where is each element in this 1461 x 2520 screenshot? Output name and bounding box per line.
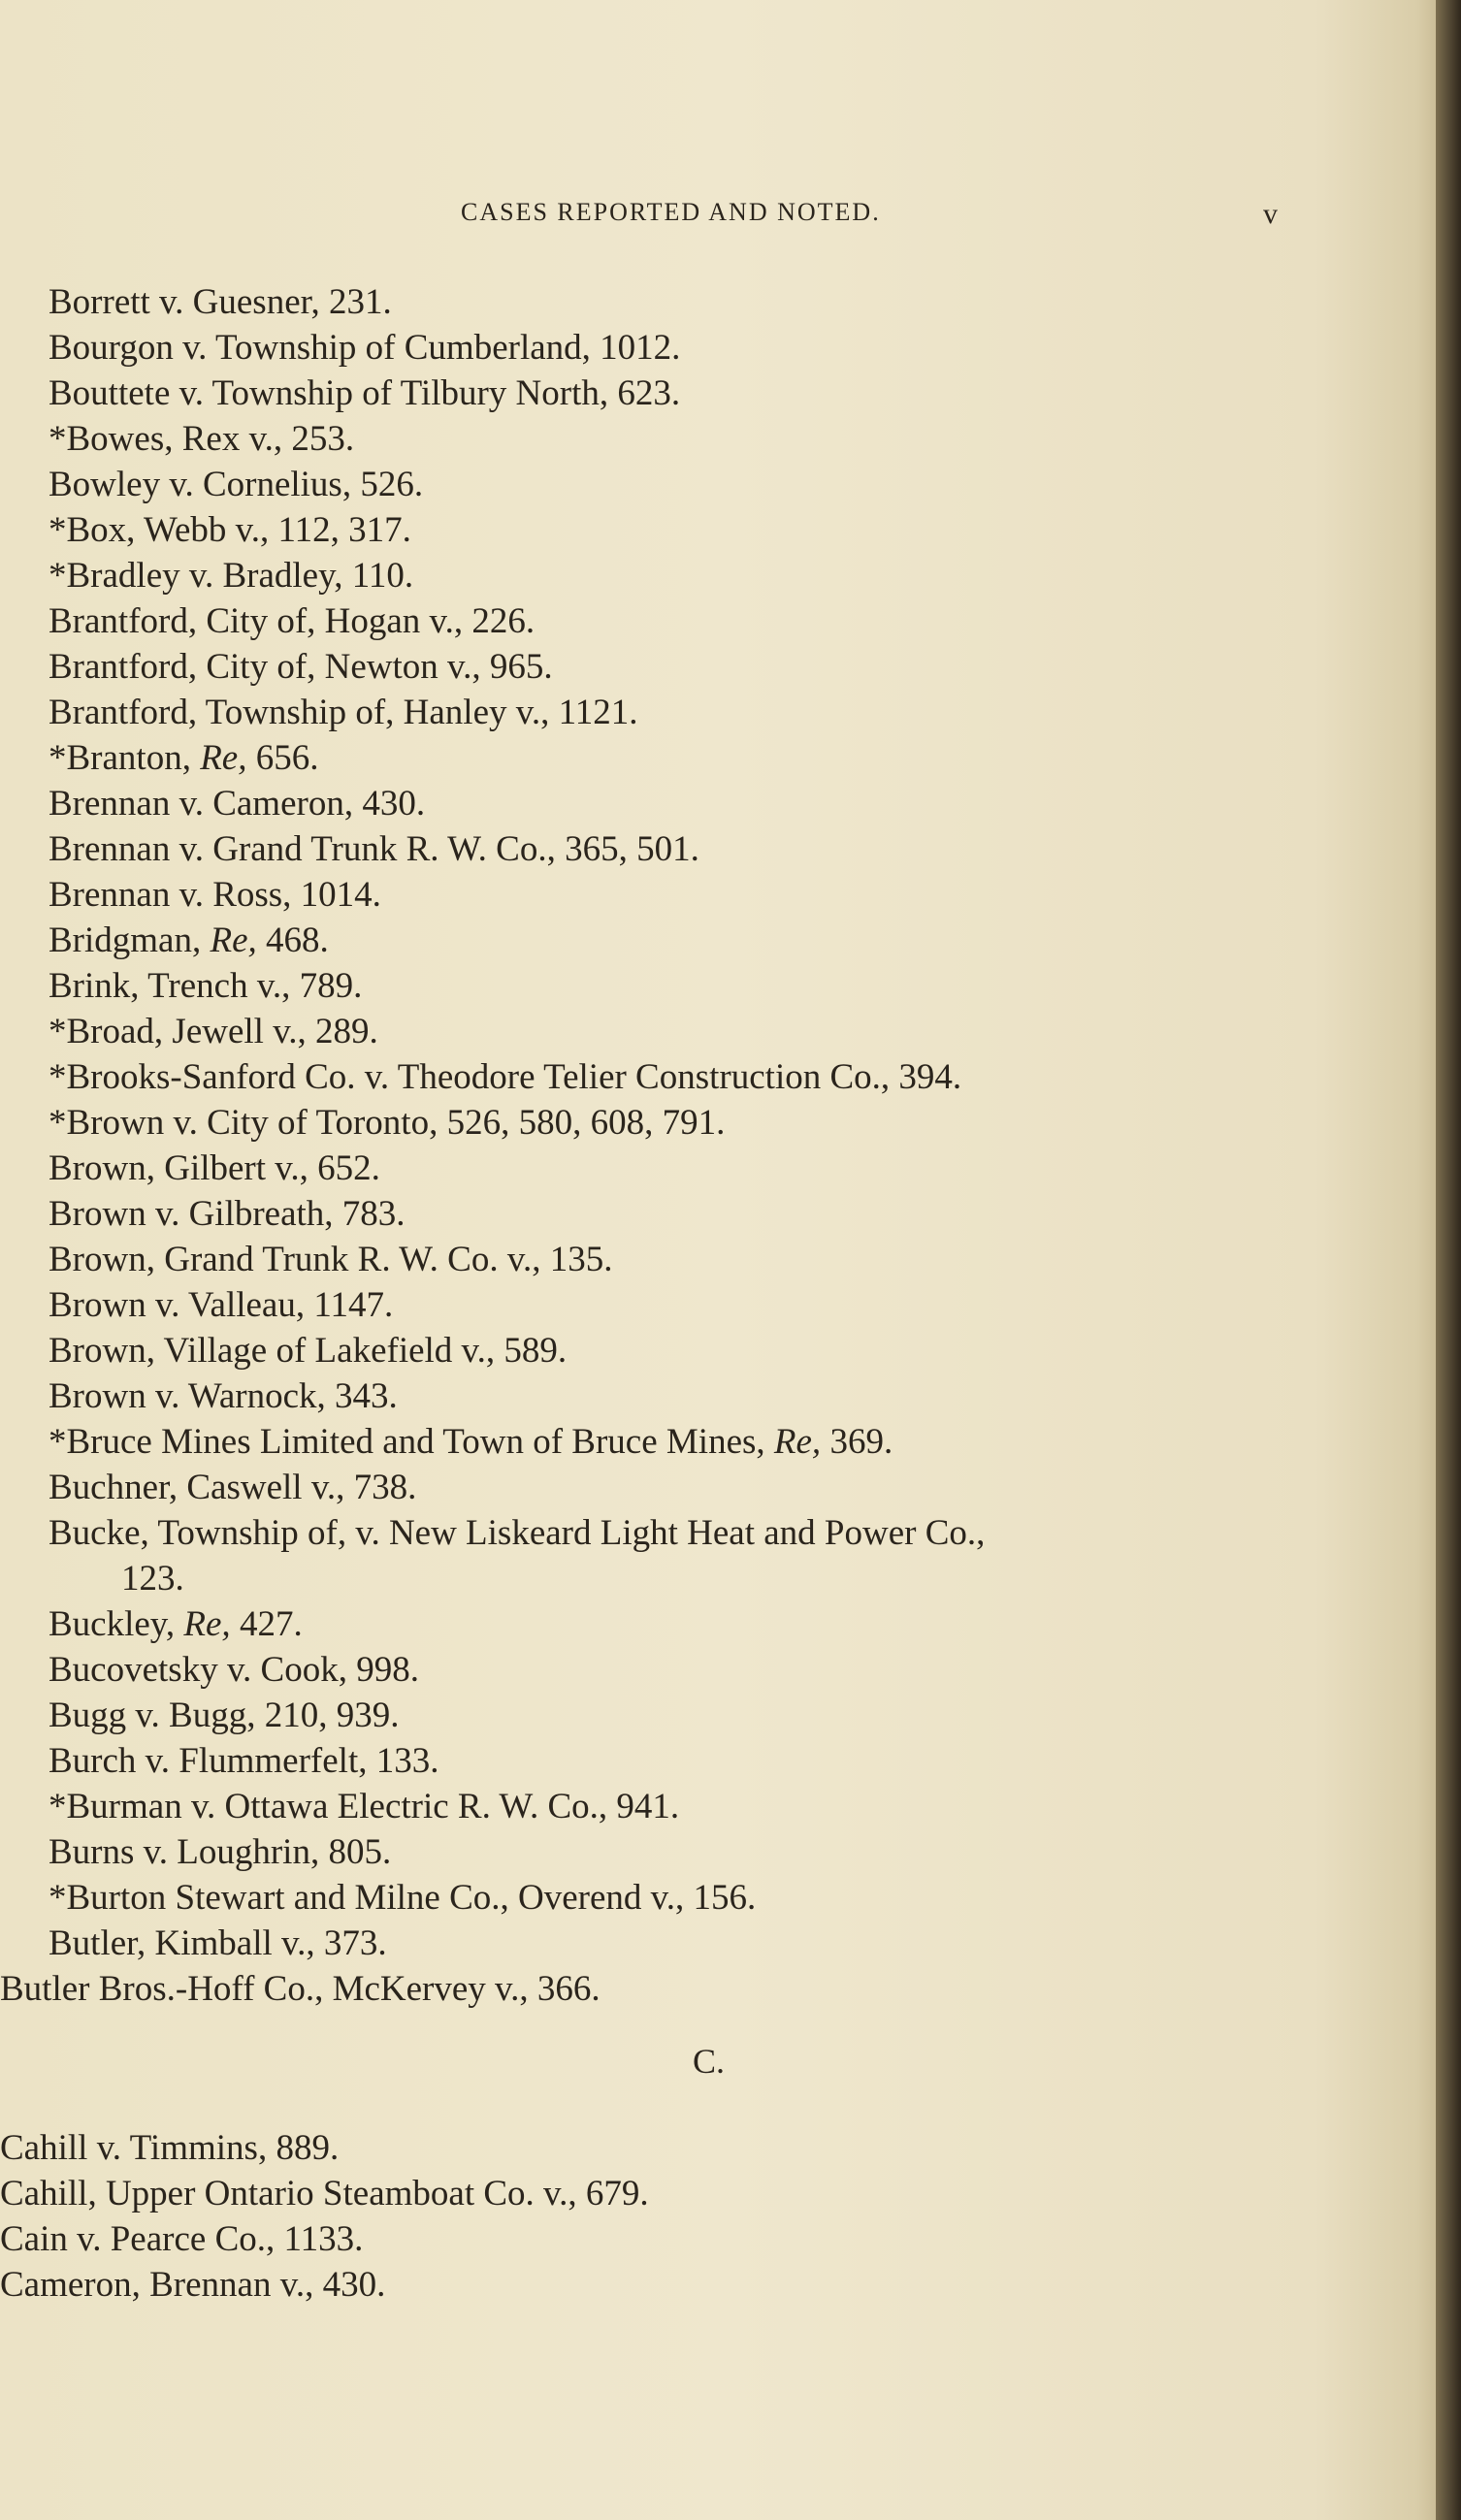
case-entry bbox=[0, 1465, 1358, 1510]
case-entry bbox=[0, 553, 1358, 598]
case-entry bbox=[0, 963, 1358, 1009]
case-entry bbox=[0, 1784, 1358, 1829]
case-entry-it: Re, bbox=[183, 1604, 231, 1644]
case-entry-pre: Brown, Gilbert v., 652. bbox=[49, 1148, 380, 1188]
case-entry bbox=[0, 1510, 1358, 1601]
case-entry bbox=[0, 1009, 1358, 1054]
case-entry-pre: *Brown v. City of Toronto, 526, 580, 608, 791. bbox=[49, 1103, 726, 1143]
case-entry bbox=[0, 918, 1358, 963]
case-entry-pre: Buckley, bbox=[49, 1604, 184, 1644]
case-entry-pre: Butler, Kimball v., 373. bbox=[49, 1923, 387, 1963]
case-list-b bbox=[0, 279, 1358, 2012]
running-title: CASES REPORTED AND NOTED. bbox=[461, 198, 881, 226]
case-entry-pre: Bourgon v. Township of Cumberland, 1012. bbox=[49, 328, 681, 368]
case-entry-pre: Brown, Village of Lakefield v., 589. bbox=[49, 1331, 568, 1371]
case-entry bbox=[0, 1146, 1358, 1191]
case-entry bbox=[0, 1373, 1358, 1419]
case-entry-pre: *Brooks-Sanford Co. v. Theodore Telier Construction Co., 394. bbox=[49, 1057, 962, 1097]
case-entry bbox=[0, 462, 1358, 507]
case-entry-pre: Cahill, Upper Ontario Steamboat Co. v., 679. bbox=[0, 2174, 649, 2213]
case-entry bbox=[0, 1966, 1358, 2012]
case-entry bbox=[0, 416, 1358, 462]
case-entry-post: 369. bbox=[821, 1422, 893, 1462]
case-entry bbox=[0, 690, 1358, 735]
case-entry-pre: *Burman v. Ottawa Electric R. W. Co., 941. bbox=[49, 1787, 680, 1826]
case-entry-pre: Bouttete v. Township of Tilbury North, 623. bbox=[49, 373, 681, 413]
case-entry-pre: *Burton Stewart and Milne Co., Overend v., 156. bbox=[49, 1878, 757, 1918]
case-entry bbox=[0, 1693, 1358, 1738]
case-entry-pre: Bridgman, bbox=[49, 921, 211, 960]
case-entry-pre: Brantford, City of, Newton v., 965. bbox=[49, 647, 553, 687]
case-entry bbox=[0, 507, 1358, 553]
case-entry-post: 427. bbox=[230, 1604, 303, 1644]
page-binding-edge bbox=[1436, 0, 1461, 2520]
case-entry bbox=[0, 1419, 1358, 1465]
case-entry bbox=[0, 2262, 1358, 2308]
case-entry-pre: Brown, Grand Trunk R. W. Co. v., 135. bbox=[49, 1240, 613, 1279]
case-entry bbox=[0, 1100, 1358, 1146]
case-entry-pre: Butler Bros.-Hoff Co., McKervey v., 366. bbox=[0, 1969, 601, 2009]
case-entry bbox=[0, 2216, 1358, 2262]
case-entry-it: Re, bbox=[210, 921, 257, 960]
case-entry bbox=[0, 644, 1358, 690]
case-entry bbox=[0, 1875, 1358, 1921]
case-entry-it: Re, bbox=[200, 738, 247, 778]
case-entry-pre: Brown v. Gilbreath, 783. bbox=[49, 1194, 406, 1234]
case-entry-pre: Buchner, Caswell v., 738. bbox=[49, 1468, 417, 1507]
case-entry bbox=[0, 1601, 1358, 1647]
case-entry-pre: Cain v. Pearce Co., 1133. bbox=[0, 2219, 364, 2259]
case-entry bbox=[0, 2171, 1358, 2216]
case-entry bbox=[0, 325, 1358, 371]
case-entry-pre: *Bowes, Rex v., 253. bbox=[49, 419, 355, 459]
case-entry-pre: *Bradley v. Bradley, 110. bbox=[49, 556, 414, 596]
case-entry-pre: Bugg v. Bugg, 210, 939. bbox=[49, 1696, 400, 1735]
case-entry-pre: *Bruce Mines Limited and Town of Bruce Mines, bbox=[49, 1422, 774, 1462]
case-entry bbox=[0, 371, 1358, 416]
case-entry-pre: Brantford, Township of, Hanley v., 1121. bbox=[49, 693, 638, 732]
case-entry bbox=[0, 1921, 1358, 1966]
case-index bbox=[0, 279, 1358, 2308]
case-entry-pre: *Branton, bbox=[49, 738, 201, 778]
case-entry-pre: Bucke, Township of, v. New Liskeard Light Heat and Power Co., bbox=[49, 1513, 986, 1553]
case-entry bbox=[0, 1829, 1358, 1875]
case-entry bbox=[0, 1054, 1358, 1100]
case-entry-pre: Cahill v. Timmins, 889. bbox=[0, 2128, 340, 2168]
case-entry-it: Re, bbox=[773, 1422, 822, 1462]
case-entry-pre: Brown v. Valleau, 1147. bbox=[49, 1285, 394, 1325]
case-entry-pre: Brantford, City of, Hogan v., 226. bbox=[49, 601, 536, 641]
case-entry bbox=[0, 279, 1358, 325]
case-entry-pre: Brennan v. Ross, 1014. bbox=[49, 875, 381, 915]
case-entry-continuation: 123. bbox=[121, 1559, 184, 1599]
case-entry-pre: Cameron, Brennan v., 430. bbox=[0, 2265, 386, 2305]
case-entry bbox=[0, 1738, 1358, 1784]
case-entry bbox=[0, 598, 1358, 644]
case-entry bbox=[0, 1328, 1358, 1373]
case-entry bbox=[0, 735, 1358, 781]
case-entry-pre: Brennan v. Grand Trunk R. W. Co., 365, 501. bbox=[49, 829, 699, 869]
page-header bbox=[0, 198, 1461, 237]
case-entry-pre: *Box, Webb v., 112, 317. bbox=[49, 510, 411, 550]
case-entry-pre: *Broad, Jewell v., 289. bbox=[49, 1012, 378, 1051]
case-list-c bbox=[0, 2125, 1358, 2308]
case-entry bbox=[0, 781, 1358, 826]
case-entry-pre: Brown v. Warnock, 343. bbox=[49, 1376, 398, 1416]
page-number: v bbox=[1263, 198, 1278, 230]
case-entry-pre: Borrett v. Guesner, 231. bbox=[49, 282, 392, 322]
case-entry bbox=[0, 826, 1358, 872]
case-entry bbox=[0, 1647, 1358, 1693]
case-entry-pre: Burns v. Loughrin, 805. bbox=[49, 1832, 392, 1872]
case-entry bbox=[0, 2125, 1358, 2171]
case-entry bbox=[0, 1237, 1358, 1282]
case-entry-pre: Bowley v. Cornelius, 526. bbox=[49, 465, 424, 504]
case-entry-pre: Burch v. Flummerfelt, 133. bbox=[49, 1741, 439, 1781]
case-entry bbox=[0, 1191, 1358, 1237]
case-entry-post: 656. bbox=[246, 738, 319, 778]
case-entry-pre: Brennan v. Cameron, 430. bbox=[49, 784, 426, 824]
case-entry-post: 468. bbox=[256, 921, 329, 960]
case-entry bbox=[0, 872, 1358, 918]
case-entry-pre: Bucovetsky v. Cook, 998. bbox=[49, 1650, 419, 1690]
section-letter-c: C. bbox=[693, 2042, 726, 2081]
case-entry-pre: Brink, Trench v., 789. bbox=[49, 966, 363, 1006]
case-entry bbox=[0, 1282, 1358, 1328]
